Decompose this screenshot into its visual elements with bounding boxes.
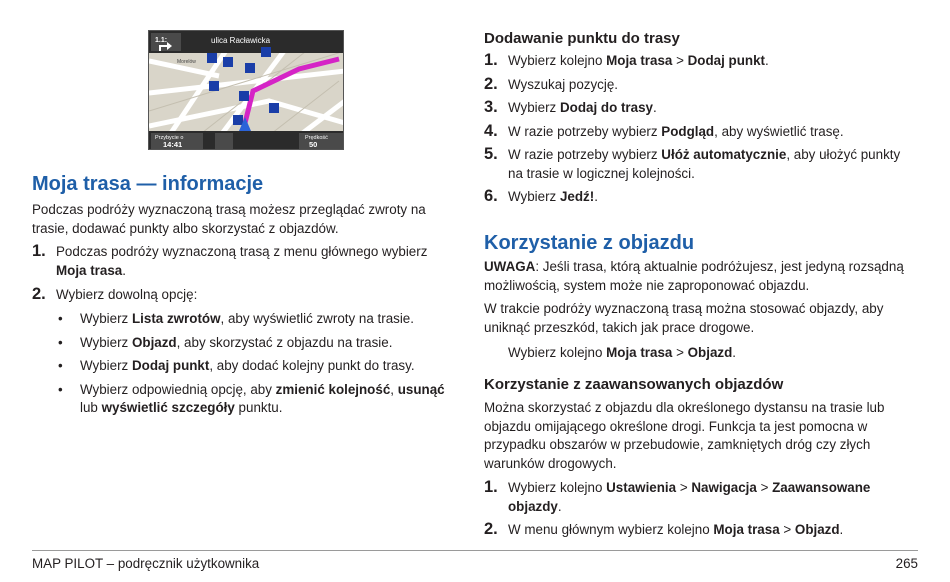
map-turn-distance: 1.1: (155, 37, 168, 44)
step-text: > (756, 480, 773, 495)
list-item (484, 479, 918, 516)
step-bold: Dodaj do trasy (559, 100, 653, 115)
step-number: 1. (32, 242, 46, 260)
advanced-paragraph: Można skorzystać z objazdu dla określonego dystansu na trasie lub objazdu omijającego określone drogi. Funkcja ta jest pomocna w przypadku obszarów w przebudowie, zamkniętych dróg czy złych warunków drogowych. (484, 400, 885, 471)
step-bold: Ułóż automatycznie (661, 147, 787, 162)
step-bold: Moja trasa (606, 53, 673, 68)
step-bold: Nawigacja (691, 480, 757, 495)
step-text: . (732, 345, 736, 360)
step-text: > (779, 522, 795, 537)
step-text: Wybierz kolejno (508, 480, 607, 495)
bullet-bold: Objazd (131, 334, 177, 350)
step-bold: Jedź! (559, 189, 595, 204)
intro-paragraph: Podczas podróży wyznaczoną trasą możesz przeglądać zwroty na trasie, dodawać punkty albo skorzystać z objazdów. (32, 202, 426, 236)
list-item (484, 99, 918, 118)
list-item (484, 123, 918, 142)
bullet-text: , (390, 381, 398, 397)
step-text: . (122, 262, 126, 278)
arrival-time: 14:41 (163, 140, 183, 149)
step-number: 1. (484, 51, 498, 69)
bullet-text: Wybierz (80, 311, 132, 326)
note-text: : Jeśli trasa, którą aktualnie podróżujesz, jest jedyną rozsądną możliwością, system może nie zaproponować objazdu. (484, 259, 904, 293)
bullet-text: Wybierz (80, 334, 132, 350)
step-bold: Objazd (687, 345, 733, 360)
step-text: Wybierz (508, 189, 560, 204)
bullet-text: , aby skorzystać z objazdu na trasie. (176, 334, 393, 350)
step-bold: Objazd (794, 522, 840, 537)
step-text: Wybierz kolejno (508, 53, 607, 68)
step-text: > (676, 480, 692, 495)
step-number: 2. (484, 74, 498, 93)
list-item (484, 52, 918, 71)
list-item (484, 146, 918, 183)
list-item (56, 334, 450, 353)
step-text: , aby wyświetlić trasę. (714, 123, 844, 139)
list-item (56, 381, 450, 418)
speed-label: Prędkość (305, 135, 328, 141)
menu-button[interactable] (215, 133, 233, 149)
advanced-steps (484, 479, 918, 540)
bullet-text: lub (80, 400, 102, 415)
section-heading-add-point: Dodawanie punktu do trasy (484, 30, 680, 47)
step-number: 2. (32, 285, 46, 303)
page-footer (32, 550, 918, 571)
bullet-icon: • (58, 334, 63, 350)
note-paragraph (484, 258, 914, 295)
step-text: Wybierz (508, 100, 560, 115)
step-text: . (839, 522, 844, 537)
step-number: 4. (484, 121, 498, 140)
bullet-icon: • (58, 311, 63, 326)
step-number: 5. (484, 145, 498, 163)
bullet-bold: wyświetlić szczegóły (101, 400, 235, 415)
step-text: W menu głównym wybierz kolejno (508, 522, 714, 537)
list-item (484, 76, 918, 95)
step-bold: Moja trasa (606, 345, 673, 360)
bullet-bold: Lista zwrotów (131, 311, 221, 326)
bullet-text: , aby dodać kolejny punkt do trasy. (209, 358, 415, 373)
list-item (484, 521, 918, 540)
step-text: W razie potrzeby wybierz (508, 147, 662, 162)
page-number: 265 (895, 556, 918, 571)
step-bold: Moja trasa (56, 262, 123, 278)
step-text: . (594, 189, 598, 204)
step-number: 2. (484, 520, 498, 538)
bullet-text: Wybierz (80, 358, 132, 373)
add-point-steps (484, 52, 918, 207)
step-text: Wybierz kolejno (508, 345, 607, 360)
step-text: > (672, 345, 688, 360)
detour-step (508, 344, 736, 363)
footer-title: MAP PILOT – podręcznik użytkownika (32, 556, 260, 571)
list-item (32, 286, 450, 305)
option-bullets (56, 310, 450, 418)
bullet-text: punktu. (234, 400, 283, 415)
speed-value: 50 (309, 140, 318, 149)
step-number: 1. (484, 478, 498, 496)
step-bold: Ustawienia (606, 480, 677, 495)
step-text: Wybierz dowolną opcję: (56, 287, 198, 302)
bullet-bold: Dodaj punkt (131, 358, 210, 373)
step-bold: Dodaj punkt (687, 53, 765, 68)
bullet-bold: usunąć (397, 381, 445, 397)
list-item (56, 310, 450, 329)
list-item (484, 188, 918, 207)
note-label: UWAGA (484, 259, 536, 274)
step-bold: Zaawansowane objazdy (508, 480, 871, 514)
bullet-text: Wybierz odpowiednią opcję, aby (80, 381, 276, 397)
step-text: Podczas podróży wyznaczoną trasą z menu głównego wybierz (56, 244, 428, 259)
step-text: . (557, 498, 562, 514)
step-text: > (672, 53, 688, 68)
bullet-icon: • (58, 358, 63, 373)
step-text: . (765, 53, 769, 68)
map-place-name: Morelów (177, 59, 196, 65)
bullet-bold: zmienić kolejność (275, 381, 391, 397)
detour-paragraph: W trakcie podróży wyznaczoną trasą można stosować objazdy, aby uniknąć przeszkód, takich jak prace drogowe. (484, 301, 884, 335)
step-number: 3. (484, 98, 498, 116)
route-steps (32, 243, 450, 305)
bullet-text: , aby wyświetlić zwroty na trasie. (220, 311, 414, 326)
step-bold: Moja trasa (713, 522, 780, 537)
list-item (56, 357, 450, 376)
step-text: . (652, 100, 657, 115)
step-text: Wyszukaj pozycję. (508, 76, 619, 92)
list-item (32, 243, 450, 280)
section-heading-detour: Korzystanie z objazdu (484, 232, 695, 254)
bullet-icon: • (58, 381, 63, 397)
map-screenshot (148, 30, 344, 150)
step-number: 6. (484, 187, 498, 205)
step-bold: Podgląd (661, 123, 715, 139)
map-street-name: ulica Racławicka (211, 36, 271, 45)
step-text: , aby ułożyć punkty na trasie w logicznej kolejności. (508, 147, 901, 181)
section-heading-my-route: Moja trasa — informacje (32, 173, 264, 195)
arrival-label: Przybycie o (155, 135, 184, 141)
map-image (149, 31, 344, 150)
step-text: W razie potrzeby wybierz (508, 123, 662, 139)
section-heading-advanced-detours: Korzystanie z zaawansowanych objazdów (484, 376, 784, 393)
